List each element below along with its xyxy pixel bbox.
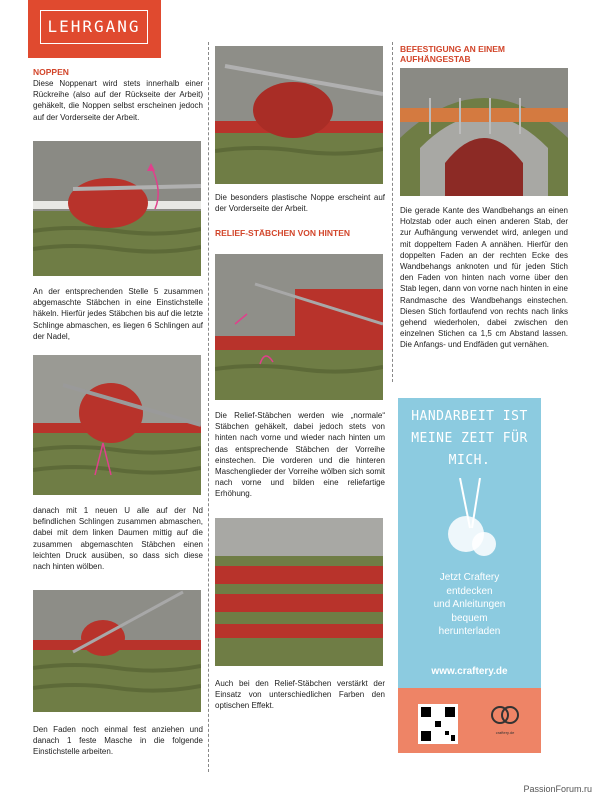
ad-headline	[398, 406, 541, 472]
lehrgang-badge	[28, 0, 161, 58]
ad-body-line2: entdecken	[446, 585, 493, 597]
paragraph: Diese Noppenart wird stets innerhalb einer Rückreihe (also auf der Rückseite der Arbeit) gehäkelt, die Noppen selbst erscheinen jedoch auf der Vorderseite der Arbeit.	[33, 79, 203, 122]
section-heading-relief: RELIEF-STÄBCHEN VON HINTEN	[215, 228, 351, 238]
ad-body-line1: Jetzt Craftery	[439, 572, 500, 583]
ad-body	[398, 571, 541, 639]
craftery-advertisement[interactable]	[398, 398, 541, 753]
ad-headline-line2: MEINE ZEIT FÜR MICH.	[411, 431, 528, 468]
section-heading-befestigung: BEFESTIGUNG AN EINEM AUFHÄNGESTAB	[400, 44, 505, 64]
lehrgang-label: LEHRGANG	[47, 17, 141, 36]
photo-hanging-rod	[400, 68, 568, 196]
paragraph: An der entsprechenden Stelle 5 zusammen abgemaschte Stäbchen in eine Einstichstelle häkeln. Hierfür jedes Stäbchen bis auf die letzte Schlinge abmaschen, es liegen 6 Schlingen auf der Nadel,	[33, 287, 203, 341]
paragraph: Die gerade Kante des Wandbehangs an einen Holzstab oder auch einen anderen Stab, der zur Aufhängung verwendet wird, anlegen und mit doppeltem Faden A annähen. Hierfür den doppelten Faden an der rechten Ecke des Wandbehangs anknoten und für jeden Stich den Faden von hinten nach vorne über den Stab legen, dann von vorne nach hinten in eine Randmasche des Wandbehangs einstechen. Diesen Stich fortlaufend von rechts nach links gehend wiederholen, dabei zwischen den einzelnen Stichen ca 1,5 cm Abstand lassen. Die Anfangs- und Endfäden gut vernähen.	[400, 206, 568, 350]
paragraph: Auch bei den Relief-Stäbchen verstärkt der Einsatz von unterschiedlichen Farben den optischen Effekt.	[215, 679, 385, 711]
photo-relief-stitch	[215, 254, 383, 400]
ad-headline-line1: HANDARBEIT IST	[411, 409, 528, 424]
photo-noppe-front	[215, 46, 383, 184]
paragraph: Die Relief-Stäbchen werden wie „normale“ Stäbchen gehäkelt, dabei jedoch stets von hinten nach vorne und wieder nach hinten um das entsprechende Stäbchen der Vorreihe einstechen. Die vorderen und die hinteren Maschenglieder der Vorreihe wölben sich somit nach vorne und bilden eine reliefartige Erhöhung.	[215, 411, 385, 499]
ad-url-link[interactable]: www.craftery.de	[431, 666, 508, 677]
yarn-ball-icon	[444, 478, 496, 558]
photo-crochet-step2	[33, 355, 201, 495]
ad-body-line5: herunterladen	[438, 626, 501, 637]
photo-relief-colors	[215, 518, 383, 666]
ad-body-line4: bequem	[451, 612, 488, 624]
caption: Die besonders plastische Noppe erscheint auf der Vorderseite der Arbeit.	[215, 193, 385, 214]
lehrgang-frame	[40, 10, 148, 44]
photo-crochet-step3	[33, 590, 201, 712]
photo-crochet-step1	[33, 141, 201, 276]
qr-code-icon[interactable]	[418, 704, 458, 744]
section-heading-noppen: NOPPEN	[33, 67, 69, 77]
ad-footer	[398, 688, 541, 753]
paragraph: danach mit 1 neuen U alle auf der Nd befindlichen Schlingen zusammen abmaschen, dabei mit dem linken Daumen mittig auf die zusammen abgemaschten Stäbchen einen leichten Druck ausüben, so dass sich diese nach hinten wölben.	[33, 506, 203, 572]
column-divider	[208, 42, 209, 772]
craftery-logo-icon	[490, 702, 520, 728]
watermark: PassionForum.ru	[523, 784, 592, 794]
ad-footer-url: craftery.de	[495, 730, 515, 735]
paragraph: Den Faden noch einmal fest anziehen und danach 1 feste Masche in die folgende Einstichstelle arbeiten.	[33, 725, 203, 757]
column-divider	[392, 42, 393, 382]
ad-body-line3: und Anleitungen	[433, 599, 506, 610]
